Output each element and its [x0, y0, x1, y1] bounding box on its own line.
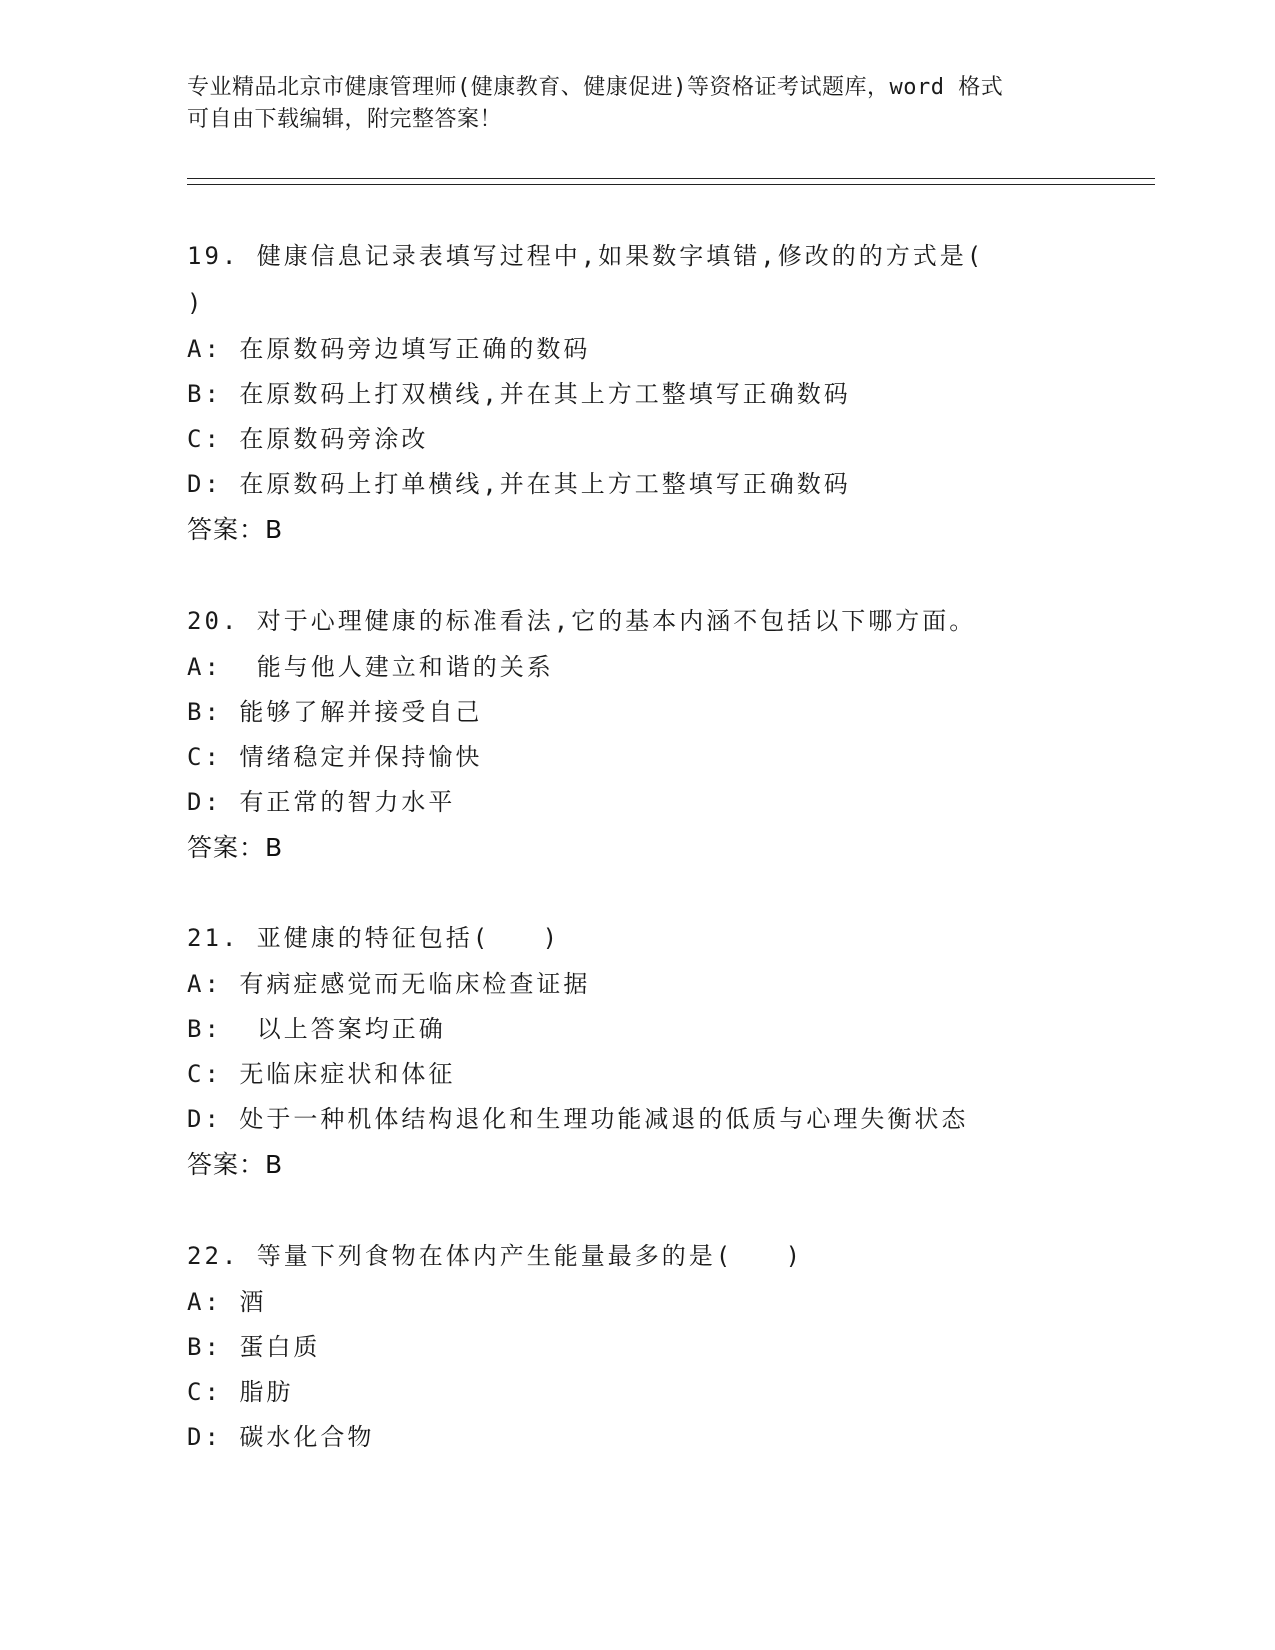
option-c: C: 无临床症状和体征 [187, 1060, 456, 1088]
option-d: D: 处于一种机体结构退化和生理功能减退的低质与心理失衡状态 [187, 1105, 969, 1133]
option-d: D: 碳水化合物 [187, 1423, 375, 1451]
option-c: C: 在原数码旁涂改 [187, 425, 429, 453]
document-header [187, 72, 1087, 136]
question-22 [187, 1233, 1067, 1460]
question-stem: 19. 健康信息记录表填写过程中,如果数字填错,修改的的方式是( ) [187, 242, 985, 317]
question-19 [187, 233, 1067, 552]
question-stem: 20. 对于心理健康的标准看法,它的基本内涵不包括以下哪方面。 [187, 607, 977, 635]
option-a: A: 酒 [187, 1288, 267, 1316]
header-line-2: 可自由下载编辑，附完整答案！ [187, 107, 503, 132]
option-c: C: 情绪稳定并保持愉快 [187, 743, 483, 771]
option-d: D: 有正常的智力水平 [187, 788, 456, 816]
option-b: B: 在原数码上打双横线,并在其上方工整填写正确数码 [187, 380, 851, 408]
option-b: B: 以上答案均正确 [187, 1015, 446, 1043]
question-stem: 22. 等量下列食物在体内产生能量最多的是( ) [187, 1242, 804, 1270]
header-divider-bottom [187, 184, 1155, 185]
question-stem: 21. 亚健康的特征包括( ) [187, 924, 561, 952]
option-a: A: 有病症感觉而无临床检查证据 [187, 970, 591, 998]
option-b: B: 能够了解并接受自己 [187, 698, 483, 726]
option-a: A: 能与他人建立和谐的关系 [187, 653, 554, 681]
option-b: B: 蛋白质 [187, 1333, 321, 1361]
answer: 答案：B [187, 833, 284, 862]
answer: 答案：B [187, 1150, 284, 1179]
header-divider-top [187, 178, 1155, 179]
option-a: A: 在原数码旁边填写正确的数码 [187, 335, 591, 363]
header-line-1: 专业精品北京市健康管理师(健康教育、健康促进)等资格证考试题库，word 格式 [187, 75, 1004, 100]
answer: 答案：B [187, 515, 284, 544]
option-d: D: 在原数码上打单横线,并在其上方工整填写正确数码 [187, 470, 851, 498]
question-20 [187, 598, 1067, 870]
question-21 [187, 915, 1067, 1187]
option-c: C: 脂肪 [187, 1378, 294, 1406]
